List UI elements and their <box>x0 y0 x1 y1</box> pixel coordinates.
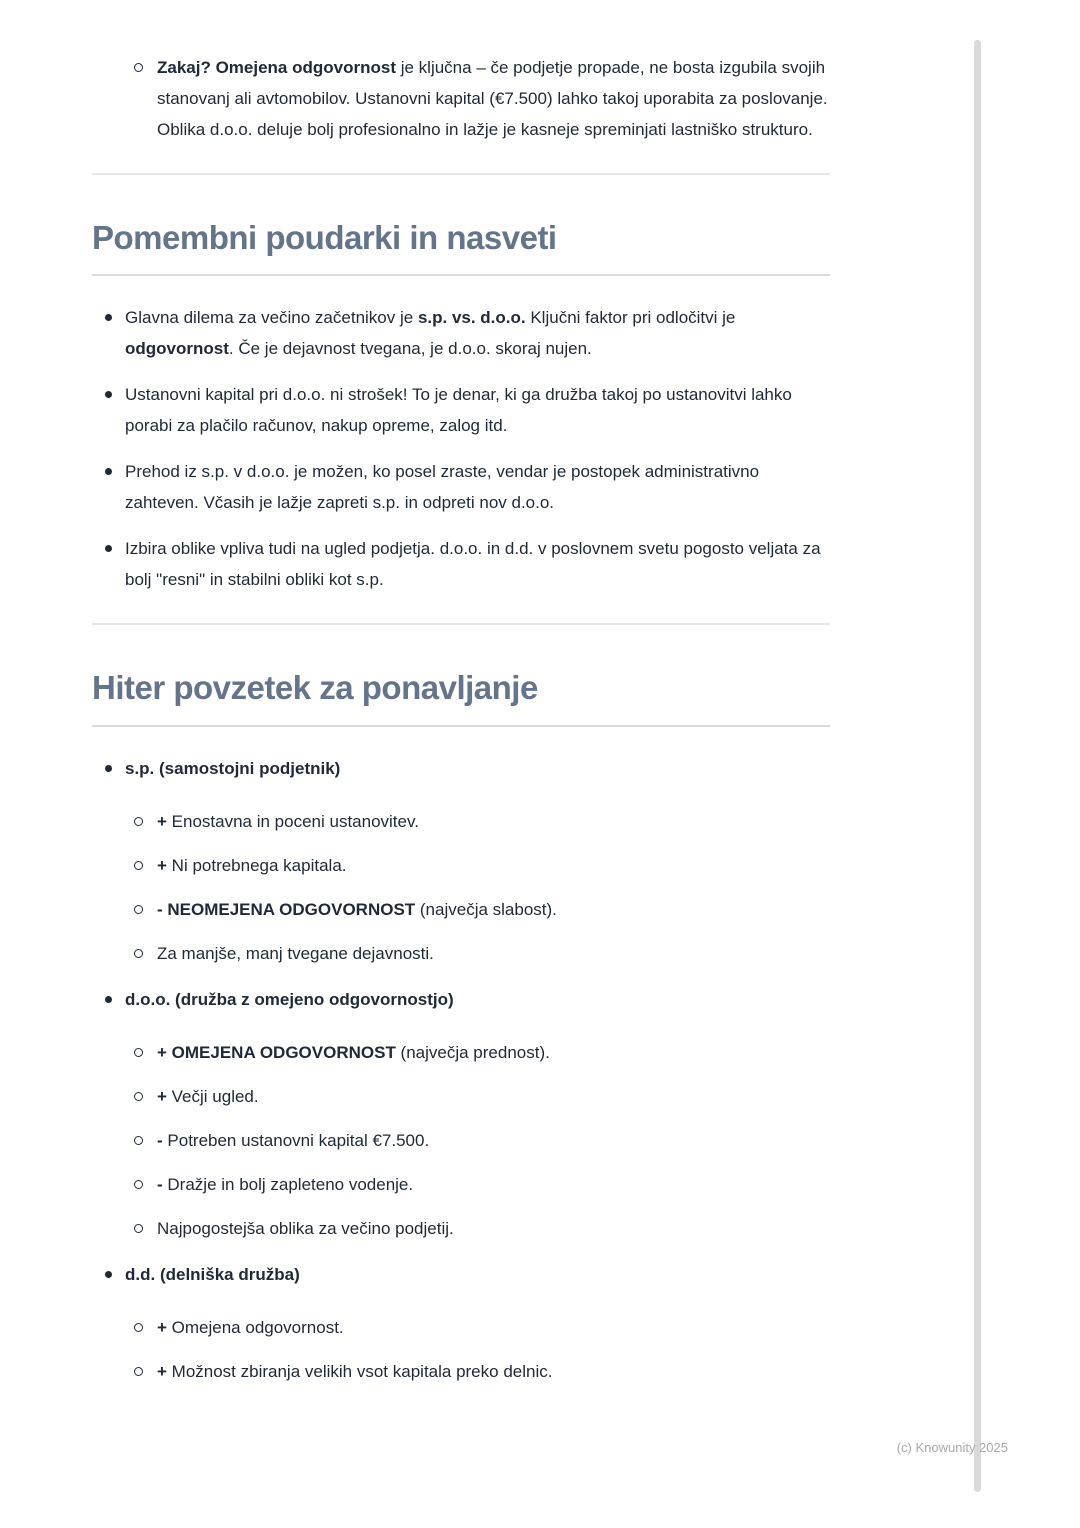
text-segment: je ključna – če podjetje propade, ne bosta izgubila svojih stanovanj ali avtomobilov. Ustanovni kapital (€7.500) lahko takoj uporabita za poslovanje. Oblika d.o.o. deluje bolj profesionalno in lažje je kasneje spreminjati lastniško strukturo. <box>157 58 828 139</box>
bullet-icon <box>105 1271 112 1278</box>
list-item-text <box>157 1043 550 1062</box>
circle-bullet-icon <box>134 1367 143 1376</box>
bullet-icon <box>105 468 112 475</box>
circle-bullet-icon <box>134 1048 143 1057</box>
list-item <box>92 52 830 145</box>
list-item <box>125 806 830 837</box>
list-item-text <box>157 1362 552 1381</box>
circle-bullet-icon <box>134 1323 143 1332</box>
text-segment: . Če je dejavnost tvegana, je d.o.o. skoraj nujen. <box>228 339 592 359</box>
circle-bullet-icon <box>134 1136 143 1145</box>
text-segment: + <box>157 811 167 831</box>
list-item <box>125 894 830 925</box>
list-item <box>92 456 830 518</box>
bullet-icon <box>105 314 112 321</box>
text-segment: s.p. (samostojni podjetnik) <box>125 758 341 778</box>
text-segment: + <box>157 1361 167 1381</box>
list-item <box>125 1356 830 1387</box>
circle-bullet-icon <box>134 817 143 826</box>
list-item <box>92 984 830 1244</box>
text-segment: Prehod iz s.p. v d.o.o. je možen, ko posel zraste, vendar je postopek administrativno zahteven. Včasih je lažje zapreti s.p. in odpreti nov d.o.o. <box>125 462 760 513</box>
list-item-text <box>157 900 557 919</box>
list-item-text <box>157 1175 413 1194</box>
text-segment: Najpogostejša oblika za večino podjetij. <box>157 1218 454 1238</box>
circle-bullet-icon <box>134 63 143 72</box>
list-item-text <box>157 1219 454 1238</box>
text-segment: Ključni faktor pri odločitvi je <box>525 308 736 328</box>
intro-sublist <box>92 52 830 145</box>
text-segment: odgovornost <box>125 339 229 359</box>
text-segment: d.d. (delniška družba) <box>125 1264 300 1284</box>
sublist <box>125 806 830 969</box>
text-segment: + <box>157 1086 167 1106</box>
text-segment: Izbira oblike vpliva tudi na ugled podjetja. d.o.o. in d.d. v poslovnem svetu pogosto veljata za bolj "resni" in stabilni obliki kot s.p. <box>125 539 821 590</box>
list-item <box>92 302 830 364</box>
text-segment: Ustanovni kapital pri d.o.o. ni strošek! To je denar, ki ga družba takoj po ustanovitvi lahko porabi za plačilo računov, nakup opreme, zalog itd. <box>125 385 792 436</box>
sublist <box>125 1037 830 1244</box>
section-divider <box>92 173 830 175</box>
list-item-text <box>157 1318 344 1337</box>
circle-bullet-icon <box>134 861 143 870</box>
list-item-text <box>125 308 735 358</box>
text-segment: (največja prednost). <box>395 1042 550 1062</box>
list-item <box>125 850 830 881</box>
list-item-text <box>125 462 759 512</box>
text-segment: Ni potrebnega kapitala. <box>166 855 347 875</box>
bullet-icon <box>105 545 112 552</box>
list-item-text <box>157 856 347 875</box>
list-item <box>125 938 830 969</box>
list-item-text <box>157 1131 429 1150</box>
text-segment: Omejena odgovornost. <box>166 1317 344 1337</box>
text-segment: Za manjše, manj tvegane dejavnosti. <box>157 943 434 963</box>
summary-list <box>92 753 830 1387</box>
list-item-text <box>125 759 340 778</box>
circle-bullet-icon <box>134 1092 143 1101</box>
text-segment: + OMEJENA ODGOVORNOST <box>157 1042 396 1062</box>
circle-bullet-icon <box>134 1224 143 1233</box>
list-item-text <box>157 1087 259 1106</box>
list-item <box>92 379 830 441</box>
circle-bullet-icon <box>134 1180 143 1189</box>
text-segment: s.p. vs. d.o.o. <box>417 308 526 328</box>
list-item-text <box>157 944 434 963</box>
list-item-text <box>125 1265 300 1284</box>
list-item <box>125 1312 830 1343</box>
text-segment: Večji ugled. <box>166 1086 259 1106</box>
list-item <box>125 1125 830 1156</box>
text-segment: + <box>157 855 167 875</box>
circle-bullet-icon <box>134 905 143 914</box>
text-segment: + <box>157 1317 167 1337</box>
text-segment: Zakaj? Omejena odgovornost <box>157 58 396 77</box>
bullet-icon <box>105 996 112 1003</box>
section-heading-summary: Hiter povzetek za ponavljanje <box>92 667 830 726</box>
list-item <box>125 1037 830 1068</box>
watermark: (c) Knowunity 2025 <box>896 1440 1008 1455</box>
list-item-text <box>125 539 821 589</box>
text-segment: d.o.o. (družba z omejeno odgovornostjo) <box>125 989 454 1009</box>
section-divider <box>92 623 830 625</box>
text-segment: (največja slabost). <box>415 899 557 919</box>
list-item-text <box>125 385 792 435</box>
list-item <box>92 1259 830 1387</box>
sublist <box>125 1312 830 1387</box>
bullet-icon <box>105 765 112 772</box>
text-segment: Enostavna in poceni ustanovitev. <box>166 811 419 831</box>
list-item-text <box>125 990 454 1009</box>
list-item <box>125 1169 830 1200</box>
list-item <box>125 1213 830 1244</box>
text-segment: Možnost zbiranja velikih vsot kapitala preko delnic. <box>166 1361 553 1381</box>
list-item-text <box>157 58 828 139</box>
bullet-icon <box>105 391 112 398</box>
circle-bullet-icon <box>134 949 143 958</box>
text-segment: - NEOMEJENA ODGOVORNOST <box>157 899 416 919</box>
highlights-list <box>92 302 830 595</box>
document-content <box>92 52 830 1402</box>
text-segment: Glavna dilema za večino začetnikov je <box>125 308 418 328</box>
list-item <box>92 533 830 595</box>
scrollbar[interactable] <box>974 40 981 1492</box>
list-item <box>92 753 830 969</box>
section-heading-highlights: Pomembni poudarki in nasveti <box>92 217 830 276</box>
list-item <box>125 1081 830 1112</box>
text-segment: Dražje in bolj zapleteno vodenje. <box>162 1174 414 1194</box>
text-segment: Potreben ustanovni kapital €7.500. <box>162 1130 430 1150</box>
text-segment: - <box>157 1174 163 1194</box>
text-segment: - <box>157 1130 163 1150</box>
list-item-text <box>157 812 419 831</box>
